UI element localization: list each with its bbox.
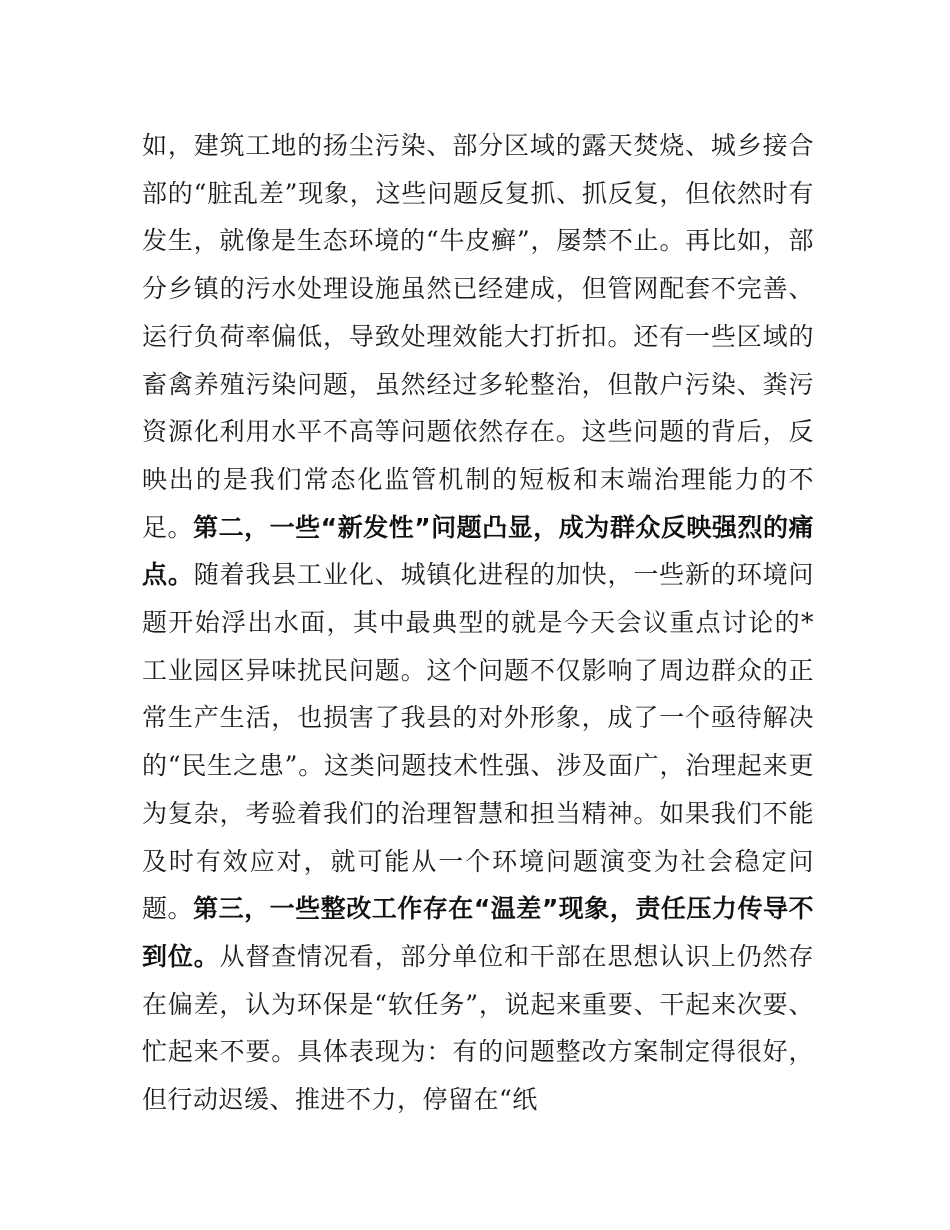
bold-heading-point-two: 第二，一些“新发性”问题凸显，成为群众反映强烈的痛点。: [142, 512, 814, 590]
body-paragraph: [142, 122, 814, 1124]
paragraph-text-segment-2: 随着我县工业化、城镇化进程的加快，一些新的环境问题开始浮出水面，其中最典型的就是今天会议重点讨论的*工业园区异味扰民问题。这个问题不仅影响了周边群众的正常生产生活，也损害了我县的对外形象，成了一个亟待解决的“民生之患”。这类问题技术性强、涉及面广，治理起来更为复杂，考验着我们的治理智慧和担当精神。如果我们不能及时有效应对，就可能从一个环境问题演变为社会稳定问题。: [142, 560, 814, 924]
paragraph-text-segment-3: 从督查情况看，部分单位和干部在思想认识上仍然存在偏差，认为环保是“软任务”，说起来重要、干起来次要、忙起来不要。具体表现为：有的问题整改方案制定得很好，但行动迟缓、推进不力，停留在“纸: [142, 941, 814, 1115]
bold-heading-point-three: 第三，一些整改工作存在“温差”现象，责任压力传导不到位。: [142, 894, 814, 971]
paragraph-text-segment-1: 如，建筑工地的扬尘污染、部分区域的露天焚烧、城乡接合部的“脏乱差”现象，这些问题反复抓、抓反复，但依然时有发生，就像是生态环境的“牛皮癣”，屡禁不止。再比如，部分乡镇的污水处理设施虽然已经建成，但管网配套不完善、运行负荷率偏低，导致处理效能大打折扣。还有一些区域的畜禽养殖污染问题，虽然经过多轮整治，但散户污染、粪污资源化利用水平不高等问题依然存在。这些问题的背后，反映出的是我们常态化监管机制的短板和末端治理能力的不足。: [142, 131, 814, 542]
